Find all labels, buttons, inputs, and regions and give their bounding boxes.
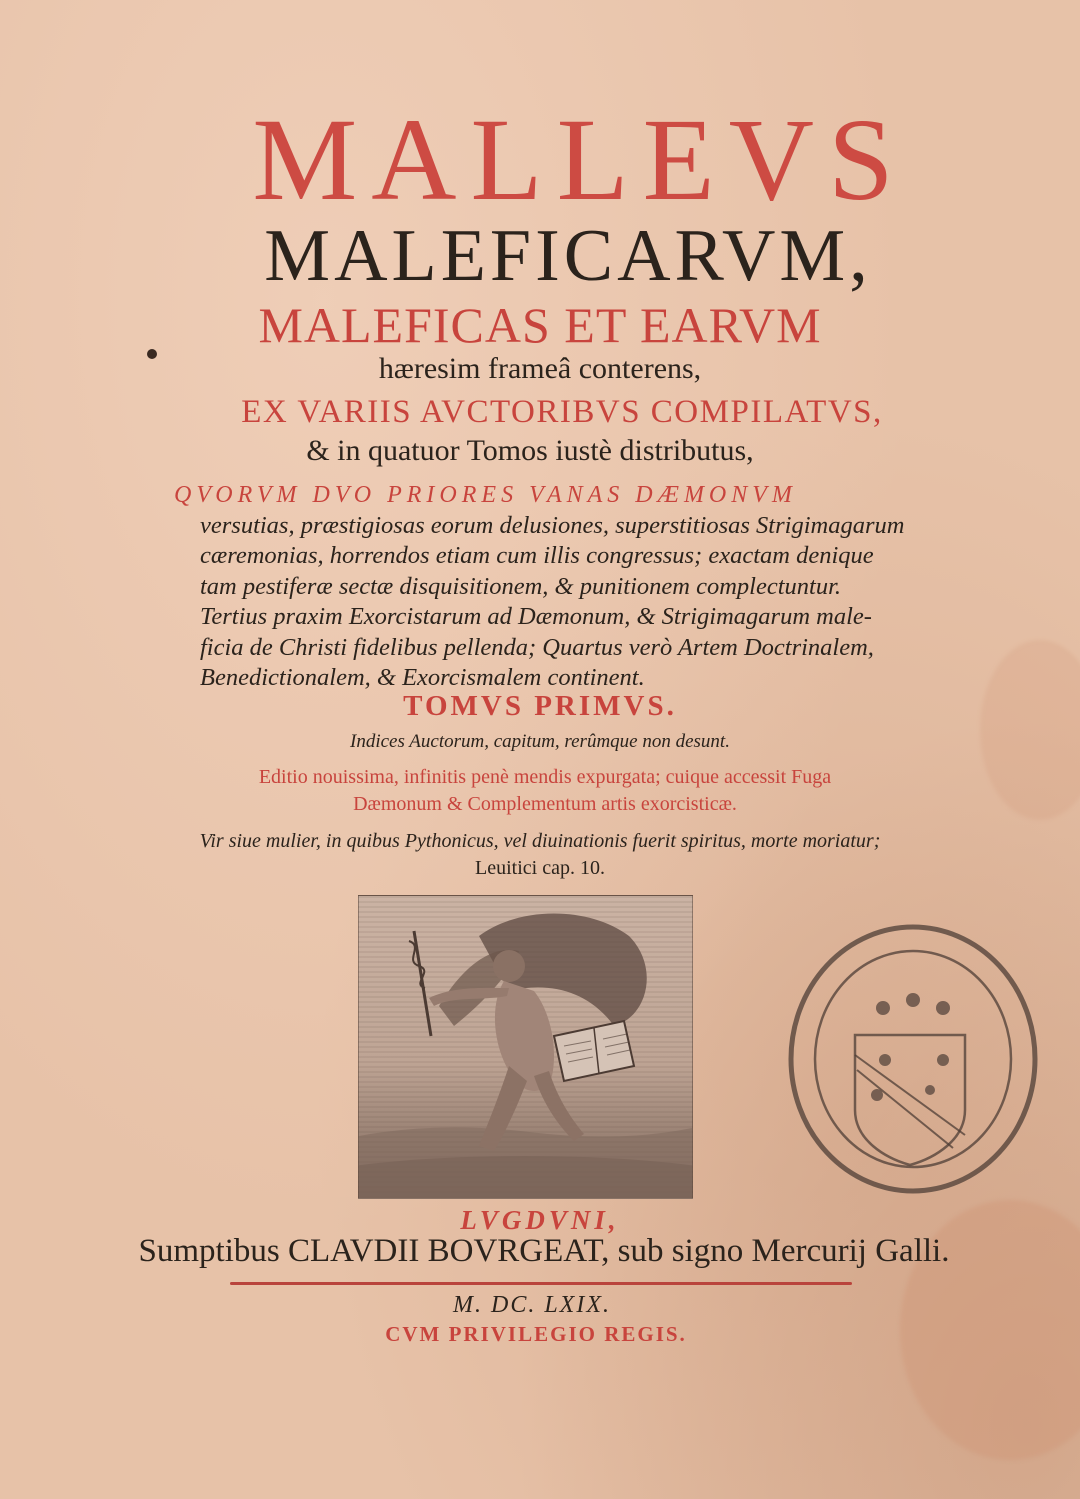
title-mallevs: MALLEVS bbox=[252, 94, 908, 225]
description-line: QVORVM DVO PRIORES VANAS DÆMONVM bbox=[174, 482, 797, 508]
subtitle-in-quatuor: & in quatuor Tomos iustè distributus, bbox=[306, 434, 754, 467]
indices-note: Indices Auctorum, capitum, rerûmque non desunt. bbox=[350, 731, 730, 752]
subtitle-haeresim: hæresim frameâ conterens, bbox=[378, 352, 702, 385]
edition-note bbox=[150, 764, 940, 818]
quote-text: Vir siue mulier, in quibus Pythonicus, vel diuinationis fuerit spiritus, morte moriatur; bbox=[199, 830, 881, 852]
edition-line: Dæmonum & Complementum artis exorcisticæ. bbox=[353, 793, 737, 815]
privilege-line: CVM PRIVILEGIO REGIS. bbox=[385, 1322, 687, 1346]
description-line: Tertius praxim Exorcistarum ad Dæmonum, & Strigimagarum male- bbox=[200, 603, 872, 630]
library-stamp bbox=[785, 920, 1041, 1198]
library-seal-image bbox=[785, 920, 1041, 1198]
description-line: ficia de Christi fidelibus pellenda; Quartus verò Artem Doctrinalem, bbox=[200, 633, 874, 661]
tomus-primus: TOMVS PRIMVS. bbox=[403, 690, 677, 722]
description-line: cæremonias, horrendos etiam cum illis congressus; exactam denique bbox=[200, 542, 874, 569]
imprint-publisher: Sumptibus CLAVDII BOVRGEAT, sub signo Mercurij Galli. bbox=[138, 1233, 950, 1269]
scripture-quote bbox=[130, 828, 950, 882]
imprint-city: LVGDVNI, bbox=[460, 1205, 620, 1235]
mercury-engraving bbox=[358, 895, 693, 1199]
description-line: tam pestiferæ sectæ disquisitionem, & punitionem complectuntur. bbox=[200, 572, 842, 600]
contents-description bbox=[160, 480, 920, 694]
description-line: Benedictionalem, & Exorcismalem continent. bbox=[200, 664, 645, 691]
red-rule-divider bbox=[230, 1282, 852, 1285]
paper-stain bbox=[980, 640, 1080, 820]
quote-source: Leuitici cap. 10. bbox=[475, 857, 605, 879]
description-line: versutias, præstigiosas eorum delusiones, superstitiosas Strigimagarum bbox=[200, 511, 905, 539]
subtitle-maleficas: MALEFICAS ET EARVM bbox=[258, 297, 822, 353]
edition-line: Editio nouissima, infinitis penè mendis expurgata; cuique accessit Fuga bbox=[258, 766, 832, 788]
subtitle-ex-variis: EX VARIIS AVCTORIBVS COMPILATVS, bbox=[241, 394, 883, 430]
title-maleficarvm: MALEFICARVM, bbox=[264, 215, 872, 297]
publication-year: M. DC. LXIX. bbox=[453, 1292, 611, 1318]
mercury-figure-image bbox=[359, 896, 692, 1198]
